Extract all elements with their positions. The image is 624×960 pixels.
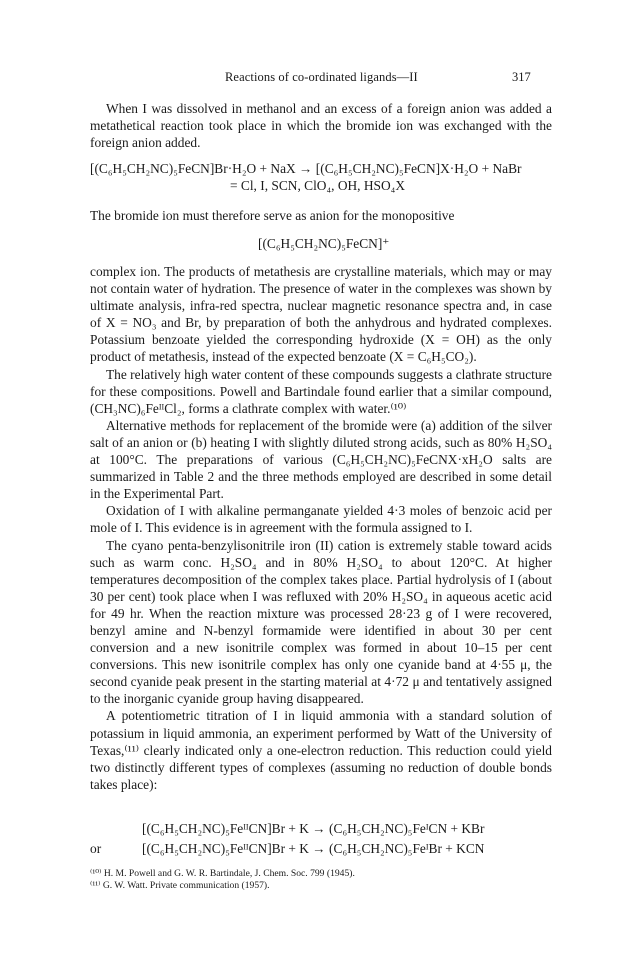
equation-3-or: or <box>90 841 102 856</box>
equation-1-line-2: = Cl, I, SCN, ClO₄, OH, HSO₄X <box>230 178 405 193</box>
paragraph-3: complex ion. The products of metathesis are crystalline materials, which may or may not contain water of hydration. The presence of water in the complexes was shown by ultimate analysis, infra-red spectra, nuclear magnetic resonance spectra and, in case of X = NO₃ and Br, by preparation of both the anhydrous and hydrated complexes. Potassium benzoate yielded the corresponding hydroxide (X = OH) as the only product of metathesis, instead of the expected benzoate (X = C₆H₅CO₂). <box>90 264 552 365</box>
equation-2: [(C₆H₅CH₂NC)₅FeCN]⁺ <box>258 236 390 251</box>
paragraph-metathesis <box>90 100 552 151</box>
equation-3-line-2: [(C₆H₅CH₂NC)₅FeᴵᴵCN]Br + K → (C₆H₅CH₂NC)₅FeᴵBr + KCN <box>142 841 485 856</box>
equation-1-line-1: [(C₆H₅CH₂NC)₅FeCN]Br·H₂O + NaX → [(C₆H₅CH₂NC)₅FeCN]X·H₂O + NaBr <box>90 161 522 176</box>
paragraph-2-lead: The bromide ion must therefore serve as anion for the monopositive <box>90 208 455 223</box>
equation-3-line-1: [(C₆H₅CH₂NC)₅FeᴵᴵCN]Br + K → (C₆H₅CH₂NC)₅FeᴵCN + KBr <box>142 821 485 836</box>
footnote-10: ⁽¹⁰⁾ H. M. Powell and G. W. R. Bartindale, J. Chem. Soc. 799 (1945). <box>90 868 355 879</box>
footnote-11: ⁽¹¹⁾ G. W. Watt. Private communication (1957). <box>90 880 270 891</box>
paragraph-5: Alternative methods for replacement of the bromide were (a) addition of the silver salt of an anion or (b) heating I with slightly diluted strong acids, such as 80% H₂SO₄ at 100°C. The preparations of various (C₆H₅CH₂NC)₅FeCNX·xH₂O salts are summarized in Table 2 and the three methods employed are described in some detail in the Experimental Part. <box>90 417 552 502</box>
paragraph-1: When I was dissolved in methanol and an excess of a foreign anion was added a metathetical reaction took place in which the bromide ion was exchanged with the foreign anion added. <box>90 101 552 151</box>
paragraph-7: The cyano penta-benzylisonitrile iron (II) cation is extremely stable toward acids such as warm conc. H₂SO₄ and in 80% H₂SO₄ to about 120°C. At higher temperatures decomposition of the complex takes place. Partial hydrolysis of I (about 30 per cent) took place when I was refluxed with 20% H₂SO₄ in aqueous acetic acid for 49 hr. When the reaction mixture was processed 28·23 g of I were recovered, benzyl amine and N-benzyl formamide were identified in about 30 per cent conversion and a new isonitrile complex was formed in about 10–15 per cent conversions. This new isonitrile complex has only one cyanide band at 4·55 μ, the second cyanide peak present in the starting material at 4·72 μ and tentatively assigned to the inorganic cyanide group having disappeared. <box>90 537 552 707</box>
paragraph-4: The relatively high water content of these compounds suggests a clathrate structure for these compositions. Powell and Bartindale found earlier that a similar compound, (CH₃NC)₆FeᴵᴵCl₂, forms a clathrate complex with water.⁽¹⁰⁾ <box>90 366 552 416</box>
running-title: Reactions of co-ordinated ligands—II <box>225 70 418 84</box>
paragraph-8: A potentiometric titration of I in liquid ammonia with a standard solution of potassium in liquid ammonia, an experiment performed by Watt of the University of Texas,⁽¹¹⁾ clearly indicated only a one-electron reduction. This reduction could yield two distinctly different types of complexes (assuming no reduction of double bonds takes place): <box>90 708 552 792</box>
page-number: 317 <box>512 70 531 84</box>
main-body <box>90 263 552 793</box>
paragraph-6: Oxidation of I with alkaline permanganate yielded 4·3 moles of benzoic acid per mole of I. This evidence is in agreement with the formula assigned to I. <box>90 503 552 536</box>
paragraph-2-lead-block <box>90 207 552 224</box>
